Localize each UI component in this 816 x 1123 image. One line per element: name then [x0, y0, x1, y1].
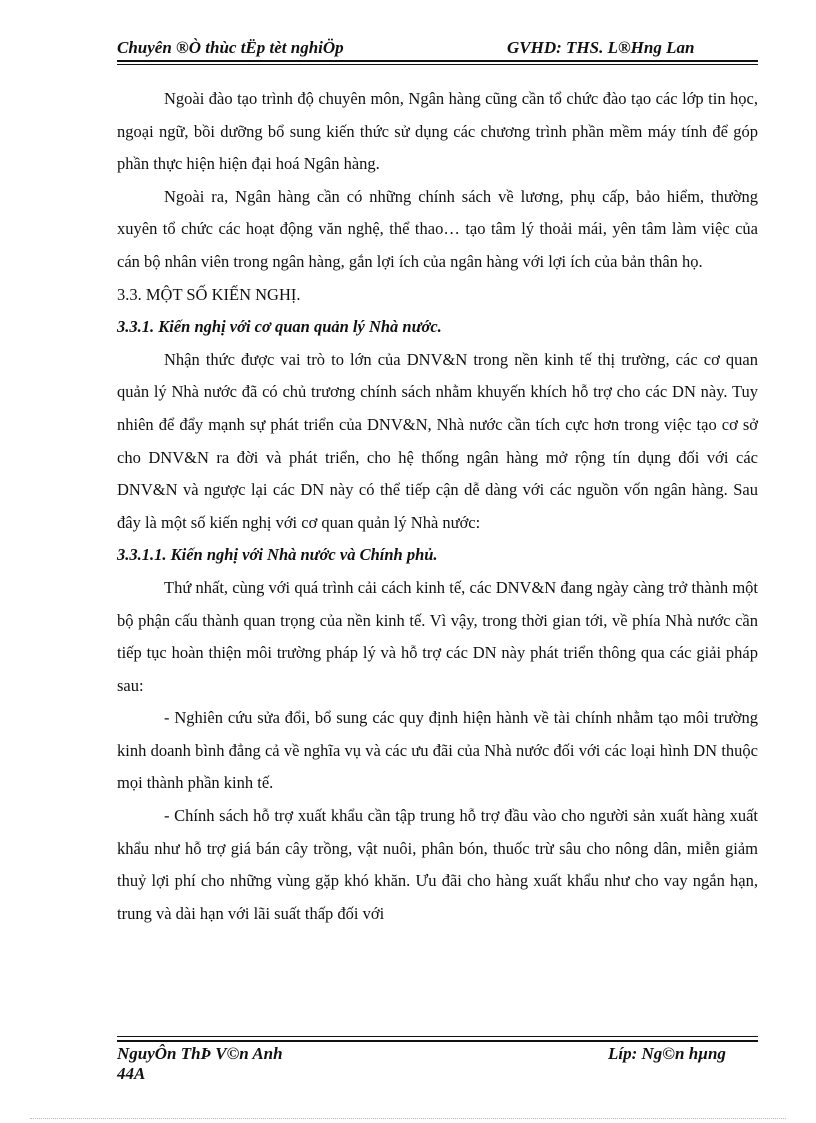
paragraph-state-role: Nhận thức được vai trò to lớn của DNV&N trong nền kinh tế thị trường, các cơ quan quản lý Nhà nước đã có chủ trương chính sách nhằm khuyến khích hỗ trợ cho các DN này. Tuy nhiên để đẩy mạnh sự phát triển của DNV&N, Nhà nước cần tích cực hơn trong việc tạo cơ sở cho DNV&N ra đời và phát triển, cho hệ thống ngân hàng mở rộng tín dụng đối với các DNV&N và ngược lại các DN này có thể tiếp cận dễ dàng với các nguồn vốn ngân hàng. Sau đây là một số kiến nghị với cơ quan quản lý Nhà nước: [117, 349, 758, 532]
page-header [117, 38, 758, 58]
paragraph-policies: Ngoài ra, Ngân hàng cần có những chính sách về lương, phụ cấp, bảo hiểm, thường xuyên tổ chức các hoạt động văn nghệ, thể thao… tạo tâm lý thoải mái, yên tâm làm việc của cán bộ nhân viên trong ngân hàng, gắn lợi ích của ngân hàng với lợi ích của bản thân họ. [117, 186, 758, 271]
header-rule-thin [117, 64, 758, 65]
footer-rule [117, 1040, 758, 1042]
header-advisor: GVHD: THS. L®Hng Lan [507, 38, 695, 57]
paragraph-training: Ngoài đào tạo trình độ chuyên môn, Ngân hàng cũng cần tổ chức đào tạo các lớp tin học, ngoại ngữ, bồi dưỡng bổ sung kiến thức sử dụng các chương trình phần mềm máy tính để góp phần thực hiện hiện đại hoá Ngân hàng. [117, 89, 758, 174]
header-rule [117, 60, 758, 62]
footer-rule-thin [117, 1036, 758, 1037]
paragraph-bullet-export: - Chính sách hỗ trợ xuất khẩu cần tập trung hỗ trợ đầu vào cho người sản xuất hàng xuất khẩu như hỗ trợ giá bán cây trồng, vật nuôi, phân bón, thuốc trừ sâu cho nông dân, miễn giảm thuỷ lợi phí cho những vùng gặp khó khăn. Ưu đãi cho hàng xuất khẩu như cho vay ngắn hạn, trung và dài hạn với lãi suất thấp đối với [117, 806, 758, 923]
header-title: Chuyên ®Ò thùc tËp tèt nghiÖp [117, 38, 344, 57]
paragraph-first-point: Thứ nhất, cùng với quá trình cải cách kinh tế, các DNV&N đang ngày càng trở thành một bộ phận cấu thành quan trọng của nền kinh tế. Vì vậy, trong thời gian tới, về phía Nhà nước cần tiếp tục hoàn thiện môi trường pháp lý và hỗ trợ các DN này phát triển thông qua các giải pháp sau: [117, 577, 758, 695]
section-heading-3-3: 3.3. MỘT SỐ KIẾN NGHỊ. [117, 284, 301, 304]
page-bottom-dotted-line [30, 1118, 786, 1119]
footer-author: NguyÔn ThÞ V©n Anh [117, 1044, 283, 1063]
subsection-heading-3-3-1-1: 3.3.1.1. Kiến nghị với Nhà nước và Chính phủ. [117, 545, 438, 565]
paragraph-bullet-finance: - Nghiên cứu sửa đổi, bổ sung các quy định hiện hành về tài chính nhằm tạo môi trường kinh doanh bình đẳng cả về nghĩa vụ và các ưu đãi của Nhà nước đối với các loại hình DN thuộc mọi thành phần kinh tế. [117, 708, 758, 793]
document-body [117, 83, 758, 930]
page-footer [117, 1044, 758, 1084]
subsection-heading-3-3-1: 3.3.1. Kiến nghị với cơ quan quản lý Nhà nước. [117, 317, 442, 337]
footer-author-class-year: 44A [117, 1064, 146, 1083]
footer-class: Líp: Ng©n hµng [608, 1044, 726, 1063]
